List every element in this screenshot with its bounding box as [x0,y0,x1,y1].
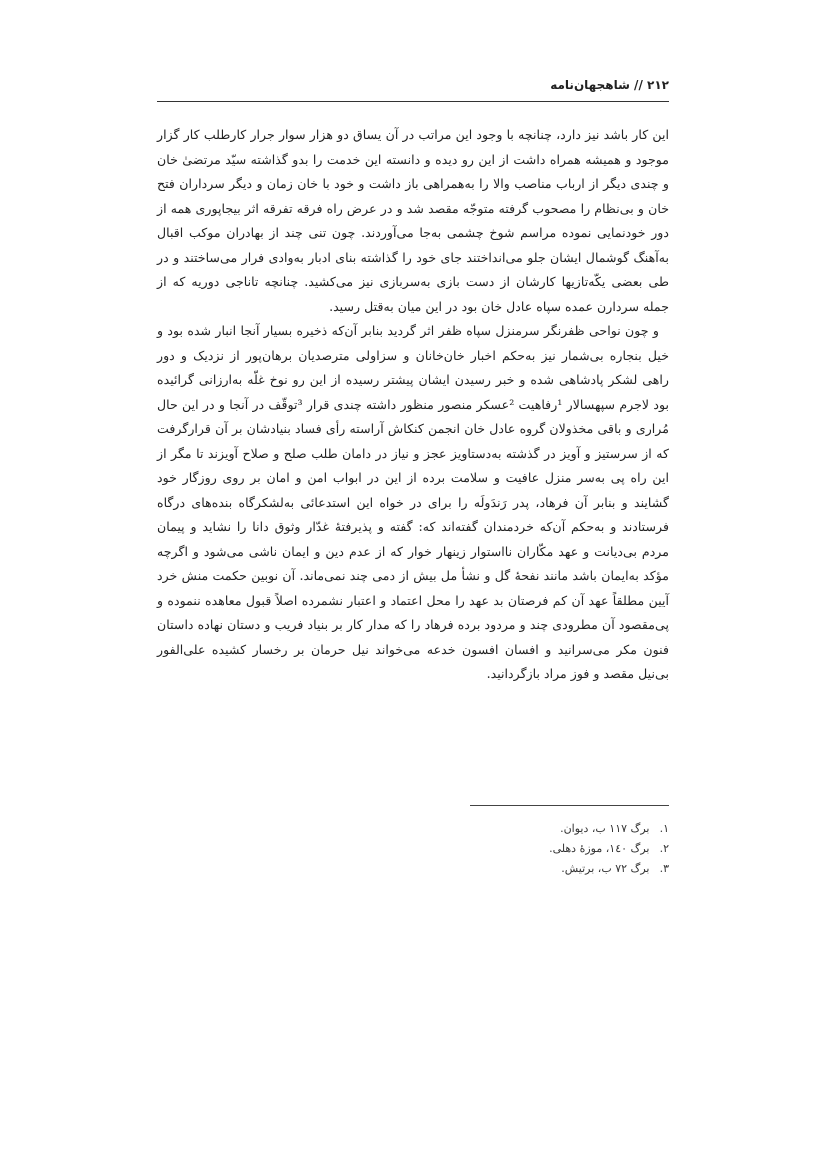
footnote-number: ۳. [659,862,669,875]
footnote-rule [470,805,669,806]
footnote-text: برگ ۱٤۰، موزهٔ دهلی. [549,842,650,855]
footnote-number: ۱. [659,822,669,835]
paragraph: و چون نواحی ظفرنگر سرمنزل سپاه ظفر اثر گردید بنابر آن‌که ذخیره بسیار آنجا انبار شده بود و خیل بنجاره بی‌شمار نیز به‌حکم اخبار خان‌خانان و سزاولی مترصدیان برهان‌پور از نزدیک و دور راهی لشکر پادشاهی شده و خبر رسیدن ایشان پیشتر رسیده از این رو نوخ غلّه به‌ارزانی گرائیده بود لاجرم سپهسالار ¹رفاهیت ²عسکر منصور منظور داشته چندی قرار ³توقّف در آنجا و در این حال مُراری و باقی مخذولان گروه عادل خان انجمن کنکاش آراسته رأی فساد بنیادشان بر آن قرارگرفت که از سرستیز و آویز در گذشته به‌دستاویز عجز و نیاز در دامان طلب صلح و صلاح آویزند تا مگر از این راه پی به‌سر منزل عافیت و سلامت برده از این در ابواب امن و امان بر روی روزگار خود گشایند و بنابر آن فرهاد، پدر رَندَولَه را برای در خواه این استدعائی به‌لشکرگاه بنده‌های درگاه فرستادند و به‌حکم آن‌که خردمندان گفته‌اند که: گفته و پذیرفتهٔ غدّار وثوق دانا را نشاید و پیمان مردم بی‌دیانت و عهد مکّاران نااستوار زینهار خوار که از عدم دین و ایمان ناشی می‌شود و اگرچه مؤکد به‌ایمان باشد مانند نفحهٔ گل و نشأ مل بیش از دمی چند نمی‌ماند. آن نوبین حکمت منش خرد آیین مطلقاً عهد آن کم فرصتان بد عهد را محل اعتماد و اعتبار نشمرده اصلاً قبول معاهده ننموده و پی‌مقصود آن مطرودی چند و مردود برده فرهاد را که مدار کار بر بنیاد فریب و دستان نهاده داستان فنون مکر می‌سرانید و افسان افسون خدعه می‌خواند نیل حرمان بر رخسار کشیده علی‌الفور بی‌نیل مقصد و فوز مراد بازگردانید. [157,323,669,681]
running-head: ۲۱۲ // شاهجهان‌نامه [550,78,669,92]
footnote-number: ۲. [659,842,669,855]
footnote-text: برگ ۱۱۷ ب، دیوان. [560,822,650,835]
main-text [157,123,669,687]
footnotes [369,819,669,879]
footnote-item [369,819,669,839]
footnote-text: برگ ۷۲ ب، برتیش. [561,862,650,875]
footnote-item [369,839,669,859]
footnote-item [369,859,669,879]
header-rule [157,101,669,102]
paragraph: این کار باشد نیز دارد، چنانچه با وجود این مراتب در آن یساق دو هزار سوار جرار کارطلب کار گزار موجود و همیشه همراه داشت از این رو دیده و دانسته این خدمت را بدو گذاشته سیّد مرتضیٰ خان و چندی دیگر از ارباب مناصب والا را به‌همراهی باز داشت و خود با خان زمان و دیگر سرداران فتح خان و بی‌نظام را مصحوب گرفته متوجّه مقصد شد و در عرض راه فرقه تفرقه اثر بیجاپوری همه از دور خودنمایی نموده مراسم شوخ چشمی به‌جا می‌آوردند. چون تنی چند از بهادران موکب اقبال به‌آهنگ گوشمال ایشان جلو می‌انداختند جای خود را گذاشته بنای ادبار به‌وادی فرار می‌ساختند و در طی بعضی یکّه‌تازیها کارشان از دست بازی به‌سربازی نیز می‌کشید. چنانچه تاناجی دوریه که از جمله سردارن عمده سپاه عادل خان بود در این میان به‌قتل رسید. [157,127,669,314]
